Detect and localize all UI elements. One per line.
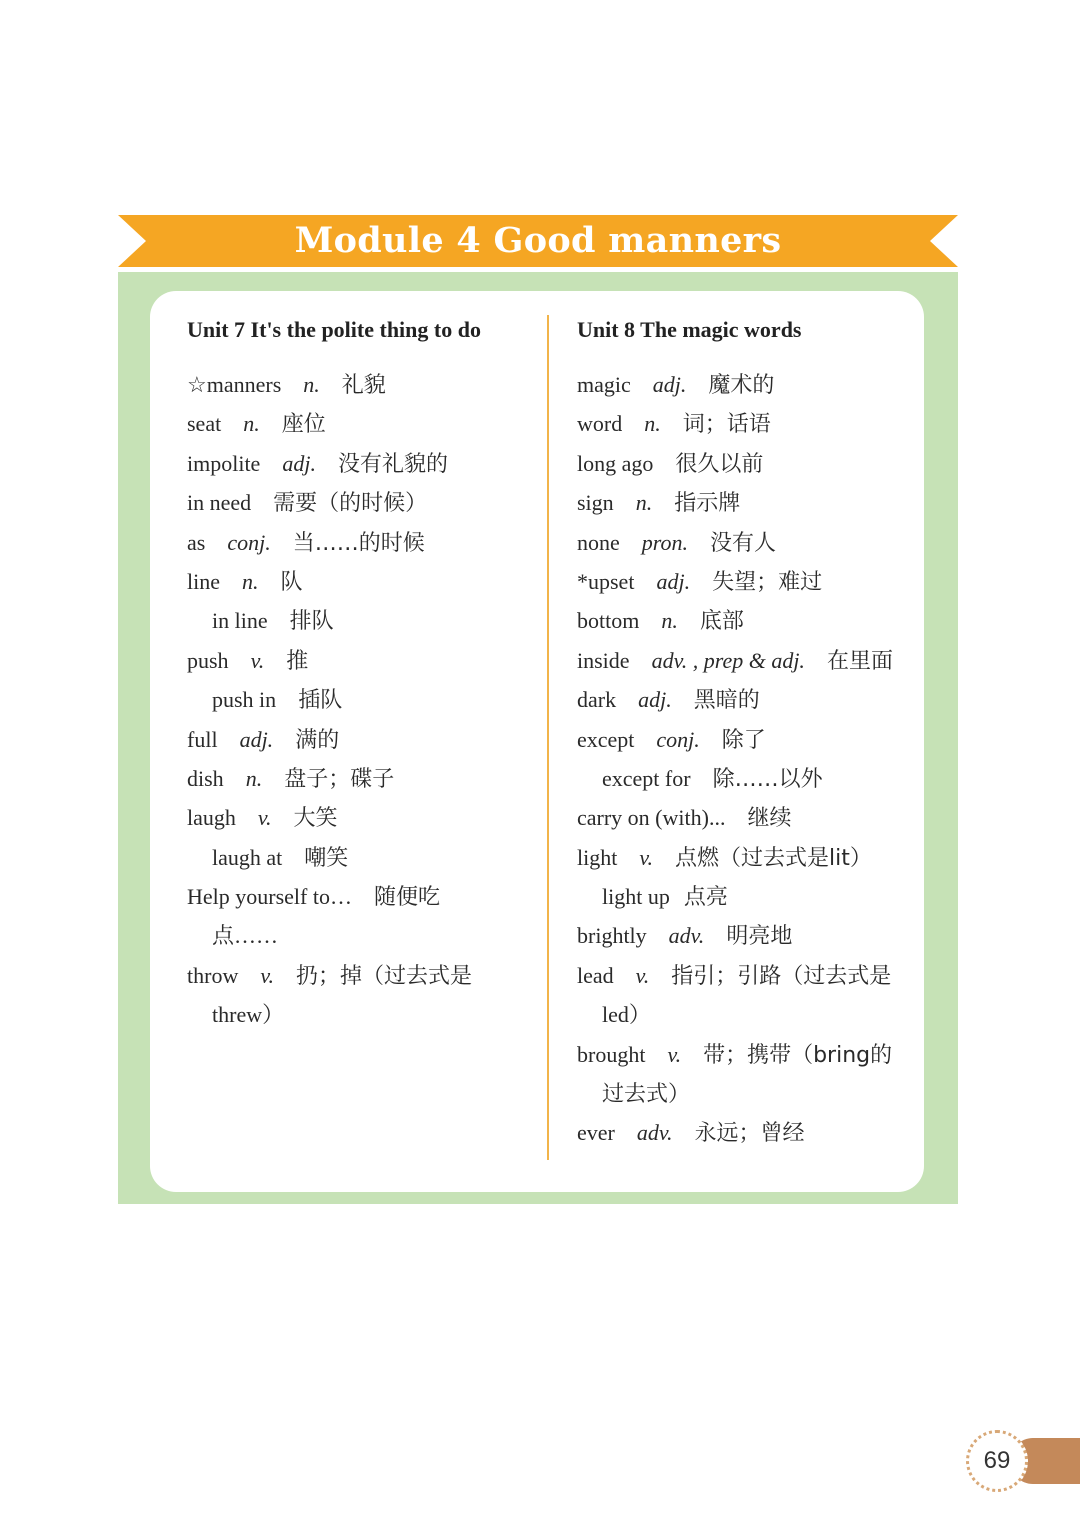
chinese-meaning: 底部 [699,609,744,635]
chinese-meaning: 随便吃 [373,885,440,911]
chinese-meaning: 需要（的时候） [273,491,428,517]
unit-8-column [577,315,922,1153]
page-number: 69 [983,1447,1011,1474]
vocab-entry [577,483,922,522]
vocab-entry [187,759,532,798]
vocab-word: carry on (with)... [577,805,726,831]
unit-7-column [187,315,532,1035]
part-of-speech: n. [243,411,260,437]
part-of-speech: v. [250,647,265,673]
vocab-entry [577,562,922,601]
part-of-speech: v. [260,962,274,988]
chinese-meaning: 失望；难过 [712,569,823,595]
part-of-speech: adv. [668,923,705,949]
part-of-speech: adv. , prep & adj. [651,647,805,673]
vocab-word: laugh at [212,844,283,870]
vocab-entry [187,680,532,719]
vocab-entry [187,483,532,522]
vocab-word: laugh [187,805,236,831]
chinese-meaning: 扔；掉（过去式是 [295,963,472,989]
chinese-meaning: 队 [280,569,303,595]
chinese-meaning: 除了 [721,727,766,753]
vocab-entry [187,562,532,601]
part-of-speech: n. [303,372,320,397]
vocab-word: push [187,647,229,673]
vocab-entry [577,1035,922,1074]
vocab-entry [187,523,532,562]
unit-8-title: Unit 8 The magic words [577,317,802,342]
vocab-word: light up [602,884,670,910]
part-of-speech: v. [639,844,653,870]
chinese-meaning: 指示牌 [674,491,741,517]
vocab-word: lead [577,962,614,988]
vocab-word: dish [187,765,224,791]
chinese-meaning: 排队 [289,609,334,635]
part-of-speech: adj. [239,726,274,752]
vocab-word: brightly [577,923,647,949]
vocab-word: *upset [577,568,635,594]
vocab-word: inside [577,647,630,673]
vocab-entry [187,916,532,955]
vocab-word: push in [212,687,277,713]
vocab-entry [187,365,532,404]
vocab-entry [577,680,922,719]
part-of-speech: v. [667,1041,682,1067]
vocab-entry [187,720,532,759]
chinese-meaning: 满的 [295,727,340,753]
part-of-speech: adj. [638,687,672,713]
column-divider [547,315,549,1160]
vocab-entry [577,956,922,995]
vocab-word: light [577,844,618,870]
chinese-meaning: 永远；曾经 [694,1121,805,1147]
chinese-meaning: 词；话语 [682,412,771,438]
vocab-word: line [187,568,220,594]
chinese-meaning: 嘲笑 [304,845,349,871]
vocab-word: seat [187,411,222,437]
vocab-word: Help yourself to… [187,884,352,910]
chinese-meaning: 推 [286,648,309,674]
vocab-word: brought [577,1041,646,1067]
part-of-speech: conj. [656,726,700,752]
vocab-entry [577,523,922,562]
vocab-entry [577,1113,922,1152]
vocab-entry [187,641,532,680]
part-of-speech: adv. [636,1120,673,1146]
vocab-entry [577,798,922,837]
chinese-meaning: 黑暗的 [693,688,760,714]
chinese-meaning: 盘子；碟子 [284,766,395,792]
part-of-speech: v. [635,962,650,988]
vocab-word: threw） [212,1002,285,1028]
part-of-speech: adj. [282,450,316,476]
vocab-word: as [187,529,206,555]
vocab-entry [187,956,532,995]
chinese-meaning: 座位 [281,412,326,438]
vocab-entry [577,365,922,404]
vocab-word: magic [577,372,631,397]
vocab-word: led） [602,1002,651,1028]
part-of-speech: n. [644,411,661,437]
vocab-entry [577,916,922,955]
part-of-speech: n. [661,608,678,634]
vocab-entry [577,601,922,640]
part-of-speech: pron. [641,529,689,555]
vocab-entry [187,404,532,443]
part-of-speech: adj. [652,372,687,397]
vocab-word: impolite [187,450,261,476]
vocab-entry [187,838,532,877]
vocab-word: long ago [577,450,654,476]
vocab-entry [187,798,532,837]
vocab-entry [577,641,922,680]
vocab-word: 过去式） [602,1081,691,1107]
vocab-word: 点…… [212,923,279,949]
module-title: Module 4 Good manners [294,220,782,261]
vocab-word: in line [212,608,268,634]
chinese-meaning: 很久以前 [675,451,764,477]
vocab-entry [187,877,532,916]
vocab-word: throw [187,962,239,988]
vocab-entry [577,404,922,443]
module-banner [118,215,958,267]
vocab-word: except for [602,765,691,791]
part-of-speech: v. [257,805,272,831]
part-of-speech: n. [242,568,259,594]
part-of-speech: n. [245,765,263,791]
vocab-entry [577,1074,922,1113]
unit-7-word-list [187,365,532,1035]
vocab-word: dark [577,687,617,713]
vocab-word: in need [187,490,252,516]
vocab-word: none [577,529,620,555]
unit-7-title: Unit 7 It's the polite thing to do [187,317,481,342]
vocab-entry [187,601,532,640]
vocab-entry [187,995,532,1034]
chinese-meaning: 大笑 [293,806,338,832]
chinese-meaning: 点燃（过去式是lit） [674,845,872,871]
vocab-word: ☆manners [187,372,282,397]
vocab-entry [577,444,922,483]
vocab-entry [577,720,922,759]
part-of-speech: conj. [227,529,271,555]
chinese-meaning: 点亮 [683,885,728,911]
chinese-meaning: 没有礼貌的 [337,451,448,477]
chinese-meaning: 除……以外 [712,766,823,792]
vocab-word: bottom [577,608,640,634]
vocab-entry [577,759,922,798]
chinese-meaning: 当……的时候 [292,530,425,556]
chinese-meaning: 没有人 [710,530,777,556]
vocab-entry [187,444,532,483]
chinese-meaning: 插队 [298,688,343,714]
vocab-entry [577,877,922,916]
chinese-meaning: 礼貌 [341,373,386,398]
chinese-meaning: 明亮地 [726,924,793,950]
chinese-meaning: 魔术的 [708,373,775,398]
vocab-word: sign [577,490,614,516]
vocab-entry [577,838,922,877]
vocab-word: ever [577,1120,615,1146]
chinese-meaning: 带；携带（bring的 [703,1042,893,1068]
vocab-entry [577,995,922,1034]
part-of-speech: n. [635,490,653,516]
vocab-word: full [187,726,218,752]
vocab-word: word [577,411,623,437]
chinese-meaning: 在里面 [826,648,893,674]
part-of-speech: adj. [656,568,691,594]
chinese-meaning: 指引；引路（过去式是 [671,963,892,989]
vocab-word: except [577,726,635,752]
unit-8-word-list [577,365,922,1153]
chinese-meaning: 继续 [747,806,792,832]
